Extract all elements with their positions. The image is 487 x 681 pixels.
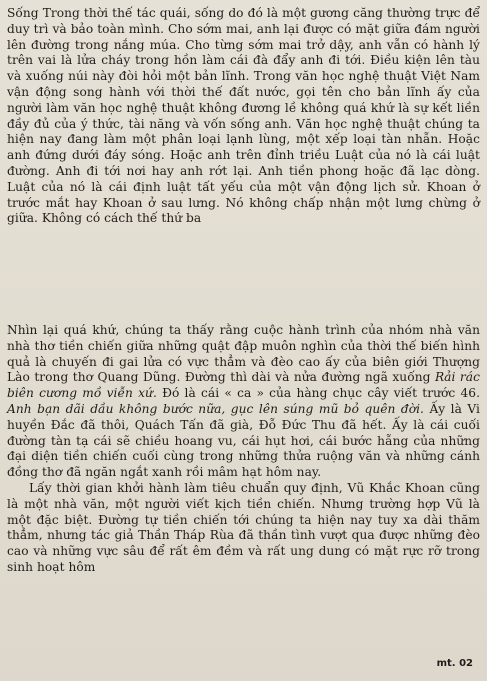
paragraph-2 — [7, 323, 480, 481]
paragraph-3: Lấy thời gian khởi hành làm tiêu chuẩn quy định, Vũ Khắc Khoan cũng là một nhà văn, một người viết kịch tiền chiến. Nhưng trường hợp Vũ là một đặc biệt. Đường tự tiền chiến tới chúng ta hiện nay tuy xa dài thăm thẳm, nhưng tác giả Thần Tháp Rùa đã thần tình vượt qua được những đèo cao và những vực sâu để rất êm đềm và rất ung dung có mặt rực rỡ trong sinh hoạt hôm — [7, 480, 480, 574]
page-footer-label: mt. 02 — [436, 658, 473, 669]
paragraph-2-italic-quote-1: Rải rác biên cương mồ viễn xứ. — [7, 370, 480, 401]
paragraph-2-italic-quote-2: Anh bạn dãi dầu không bước nữa, gục lên súng mũ bỏ quên đời. — [7, 401, 424, 416]
paragraph-2-text-2: Đó là cái « ca » của hàng chục cây viết trước 46. — [156, 386, 480, 401]
paragraph-2-text-3: Ấy là Vi huyền Đắc đã thôi, Quách Tấn đã già, Đỗ Đức Thu đã hết. Ấy là cái cuối đường tàn tạ cái sẽ chiều hoang vu, cái hụt hơi, cái bước hẫng của những đại diện tiền chiến cuối cùng trong những thửa ruộng văn và những cánh đồng thơ đã ngăn ngắt xanh rồi mâm hạt hôm nay. — [7, 401, 480, 480]
paragraph-1: Sống Trong thời thế tác quái, sống do đó là một gương căng thường trực để duy trì và bảo toàn mình. Cho sớm mai, anh lại được có mặt giữa đám người lên đường trong nắng múa. Cho từng sớm mai trở dậy, anh vẫn có hành lý trên vai là lửa cháy trong hồn làm cái đà đẩy anh đi tới. Điều kiện lên tàu và xuống núi này đòi hỏi một bản lĩnh. Trong văn học nghệ thuật Việt Nam vận động song hành với thời thế đất nước, gọi tên cho bản lĩnh ấy của người làm văn học nghệ thuật không đương lề không quá khứ là sự kết liền đầy đủ của ý thức, tài năng và vốn sống anh. Văn học nghệ thuật chúng ta hiện nay đang làm một phân loại lạnh lùng, một xếp loại tàn nhẫn. Hoặc anh đứng dưới đáy sóng. Hoặc anh trên đỉnh triều Luật của nó là cái luật đường. Anh đi tới nơi hay anh rớt lại. Anh tiền phong hoặc đã lạc dòng. Luật của nó là cái định luật tất yếu của một vận động lịch sử. Khoan ở trước mắt hay Khoan ở sau lưng. Nó không chấp nhận một lưng chừng ở giữa. Không có cách thế thứ ba — [7, 6, 480, 226]
paragraph-2-container — [7, 323, 480, 576]
paragraph-2-text-1: Nhìn lại quá khứ, chúng ta thấy rằng cuộc hành trình của nhóm nhà văn nhà thơ tiền chiến giữa những quật đập muôn nghìn của thời thế biến hình quả là chuyến đi gai lửa có vực thẳm và đèo cao ấy của biên giới Thượng Lào trong thơ Quang Dũng. Đường thì dài và nửa đường ngã xuống — [7, 323, 480, 385]
